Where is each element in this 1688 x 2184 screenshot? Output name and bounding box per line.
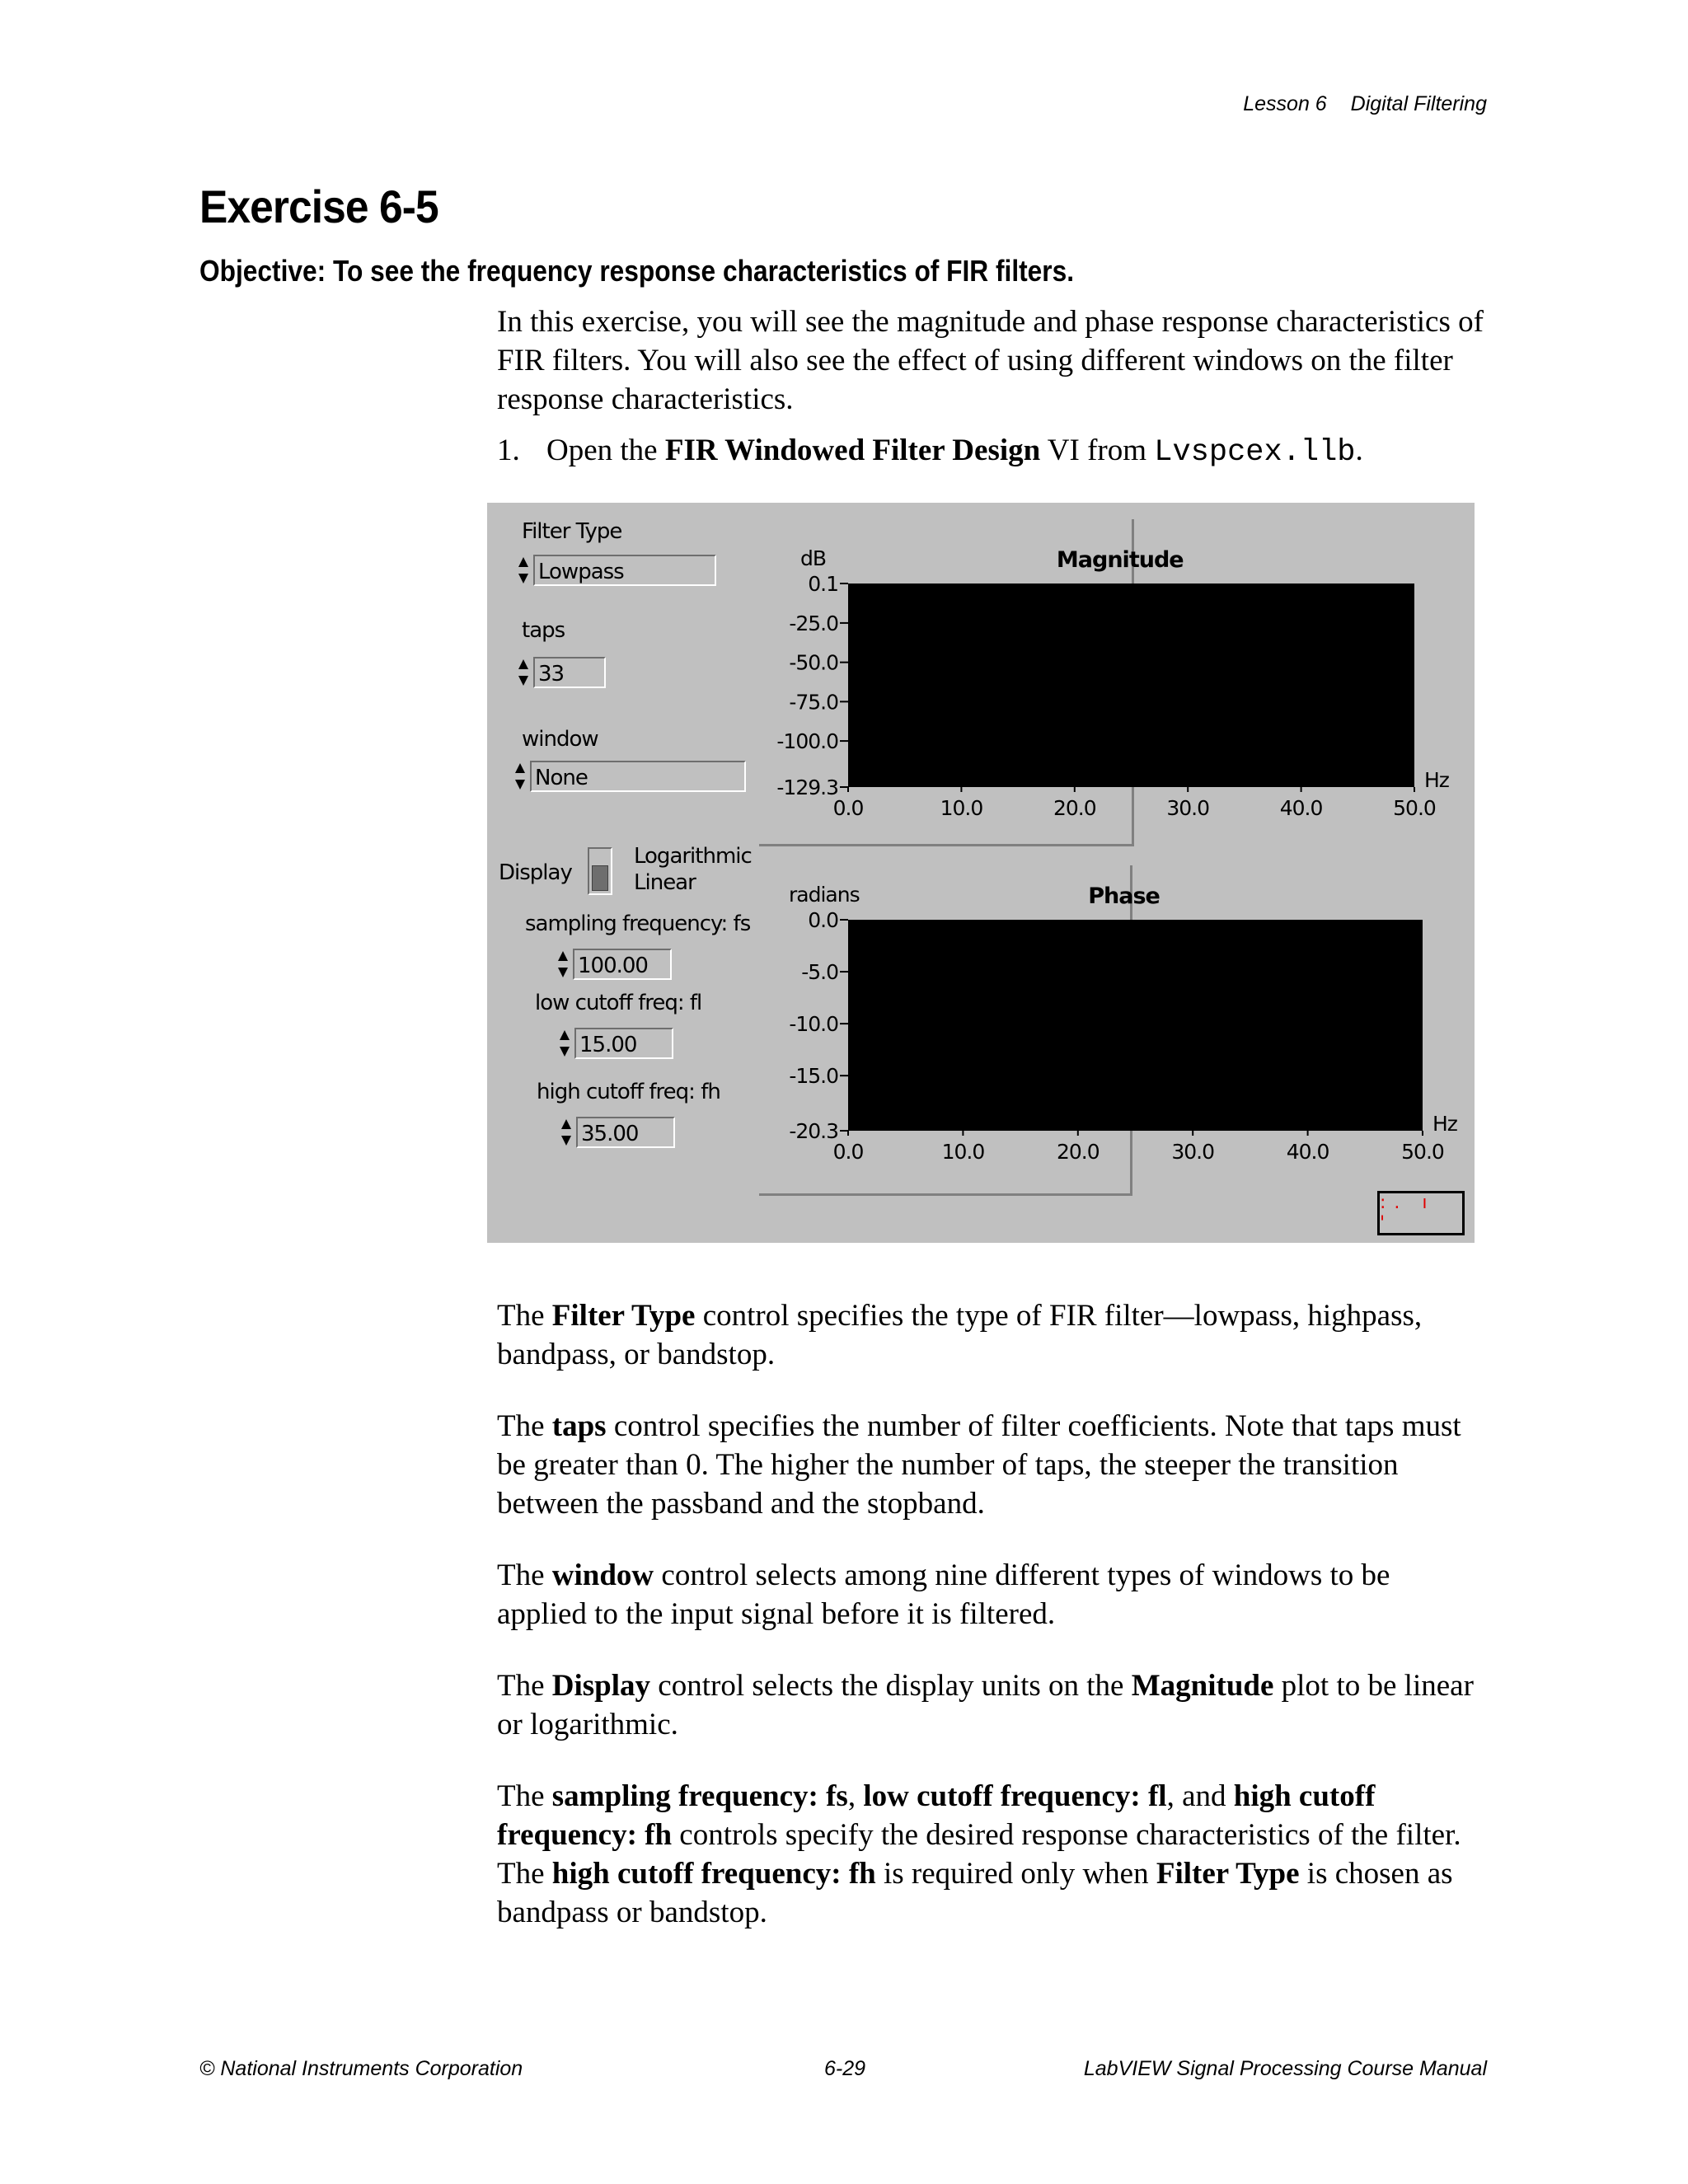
p5-bold-1: sampling frequency: fs [551,1779,848,1813]
magnitude-x-tick-label: 40.0 [1279,796,1323,820]
phase-x-tick-label: 40.0 [1286,1140,1329,1164]
filter-type-label: Filter Type [522,519,622,544]
p4-text-c: control selects the display units on the [650,1669,1132,1703]
footer-manual-title: LabVIEW Signal Processing Course Manual [1083,2057,1487,2080]
p1-text-a: The [497,1299,552,1333]
paragraph-taps [497,1407,1486,1523]
step-number: 1. [497,434,520,467]
lesson-label: Lesson 6 [1243,92,1327,115]
magnitude-x-tick-label: 20.0 [1053,796,1096,820]
p2-text-a: The [497,1409,552,1443]
magnitude-y-tick-label: -50.0 [789,650,838,675]
paragraph-window [497,1556,1486,1633]
phase-y-tick-label: -15.0 [789,1064,838,1089]
phase-y-tick-label: -20.3 [789,1119,838,1143]
taps-value[interactable]: 33 [533,657,606,688]
phase-y-tick-label: 0.0 [808,908,838,932]
p5-text-d: , and [1166,1779,1234,1813]
step-text-1: Open the [546,434,665,467]
p1-text-c: control specifies the type of FIR filter—lowpass, highpass, bandpass, or bandstop. [497,1299,1423,1371]
magnitude-y-tick-label: -25.0 [789,611,838,635]
phase-ylabel: radians [789,883,860,907]
footer-copyright: © National Instruments Corporation [199,2057,523,2080]
paragraph-frequencies [497,1777,1486,1932]
magnitude-x-tick-label: 0.0 [832,796,864,820]
paragraph-display [497,1666,1486,1744]
low-cutoff-value[interactable]: 15.00 [574,1028,673,1059]
magnitude-x-tick-label: 50.0 [1393,796,1436,820]
objective-heading: Objective: To see the frequency response characteristics of FIR filters. [199,254,1075,288]
magnitude-plot-area[interactable] [848,583,1414,787]
phase-plot-area[interactable] [848,920,1423,1131]
p5-bold-3: high cutoff frequency: fh [497,1779,1376,1852]
running-header [1243,92,1487,116]
phase-y-tick-label: -10.0 [789,1012,838,1037]
magnitude-ylabel: dB [800,546,827,570]
magnitude-title: Magnitude [1056,547,1184,573]
paragraph-filter-type [497,1296,1486,1374]
phase-x-tick-label: 20.0 [1056,1140,1100,1164]
p4-text-d: plot to be linear or logarithmic. [497,1669,1474,1741]
phase-title: Phase [1088,883,1160,909]
p5-bold-4: high cutoff frequency: fh [551,1857,876,1891]
topic-label: Digital Filtering [1350,92,1487,115]
magnitude-graph [776,546,1449,820]
window-label: window [522,727,598,752]
p3-text-c: control selects among nine different types of windows to be applied to the input signal before it is filtered. [497,1558,1390,1631]
p3-bold-term: window [551,1558,654,1592]
p5-text-c: , [847,1779,864,1813]
p3-text-a: The [497,1558,552,1592]
p4-bold-term-1: Display [551,1669,651,1703]
p5-text-g: is chosen as bandpass or bandstop. [497,1857,1453,1929]
phase-x-tick-label: 30.0 [1171,1140,1215,1164]
window-value[interactable]: None [530,761,746,792]
filter-type-value[interactable]: Lowpass [533,555,716,586]
p5-text-e: controls specify the desired response characteristics of the filter. The [497,1818,1461,1891]
phase-x-tick-label: 50.0 [1401,1140,1444,1164]
p2-text-c: control specifies the number of filter coefficients. Note that taps must be greater than 0. The higher the number of taps, the steeper the transition between the passband and the stopband. [497,1409,1461,1521]
p1-bold-term: Filter Type [551,1299,696,1333]
p5-bold-5: Filter Type [1156,1857,1300,1891]
front-panel [487,503,1475,1243]
phase-y-tick-label: -5.0 [801,960,838,985]
p5-text-f: is required only when [875,1857,1156,1891]
sampling-frequency-value[interactable]: 100.00 [573,949,672,980]
magnitude-x-tick-label: 30.0 [1166,796,1210,820]
magnitude-y-tick-label: -75.0 [789,690,838,715]
p2-bold-term: taps [551,1409,607,1443]
stop-button[interactable] [1377,1191,1465,1235]
display-option-linear: Linear [634,870,696,895]
display-label: Display [499,860,572,885]
graphs-svg [487,503,1475,1243]
phase-xlabel: Hz [1432,1112,1457,1136]
phase-graph [789,883,1458,1164]
step-library-file: Lvspcex.llb [1154,435,1356,470]
high-cutoff-value[interactable]: 35.00 [576,1117,675,1148]
exercise-title: Exercise 6-5 [199,180,438,232]
phase-x-tick-label: 10.0 [941,1140,985,1164]
phase-x-tick-label: 0.0 [832,1140,864,1164]
magnitude-xlabel: Hz [1424,768,1449,792]
p5-text-a: The [497,1779,552,1813]
footer-page-number: 6-29 [824,2057,866,2080]
intro-paragraph: In this exercise, you will see the magnitude and phase response characteristics of FIR filters. You will also see the effect of using different windows on the filter response characteristics. [497,305,1484,416]
step-text-2: VI from [1040,434,1155,467]
magnitude-x-tick-label: 10.0 [940,796,983,820]
step-text-3: . [1355,434,1363,467]
taps-label: taps [522,618,565,643]
sampling-frequency-label: sampling frequency: fs [525,912,751,936]
magnitude-y-tick-label: -129.3 [776,776,838,799]
magnitude-y-tick-label: -100.0 [776,729,838,754]
high-cutoff-label: high cutoff freq: fh [537,1080,720,1104]
display-option-logarithmic: Logarithmic [634,844,752,869]
low-cutoff-label: low cutoff freq: fl [535,991,702,1015]
magnitude-y-tick-label: 0.1 [808,572,838,596]
stop-button-label: :. ı ' [1380,1193,1436,1234]
p4-bold-term-2: Magnitude [1131,1669,1274,1703]
p5-bold-2: low cutoff frequency: fl [863,1779,1167,1813]
p4-text-a: The [497,1669,552,1703]
step-vi-name: FIR Windowed Filter Design [664,434,1041,467]
step-1 [497,431,1363,472]
